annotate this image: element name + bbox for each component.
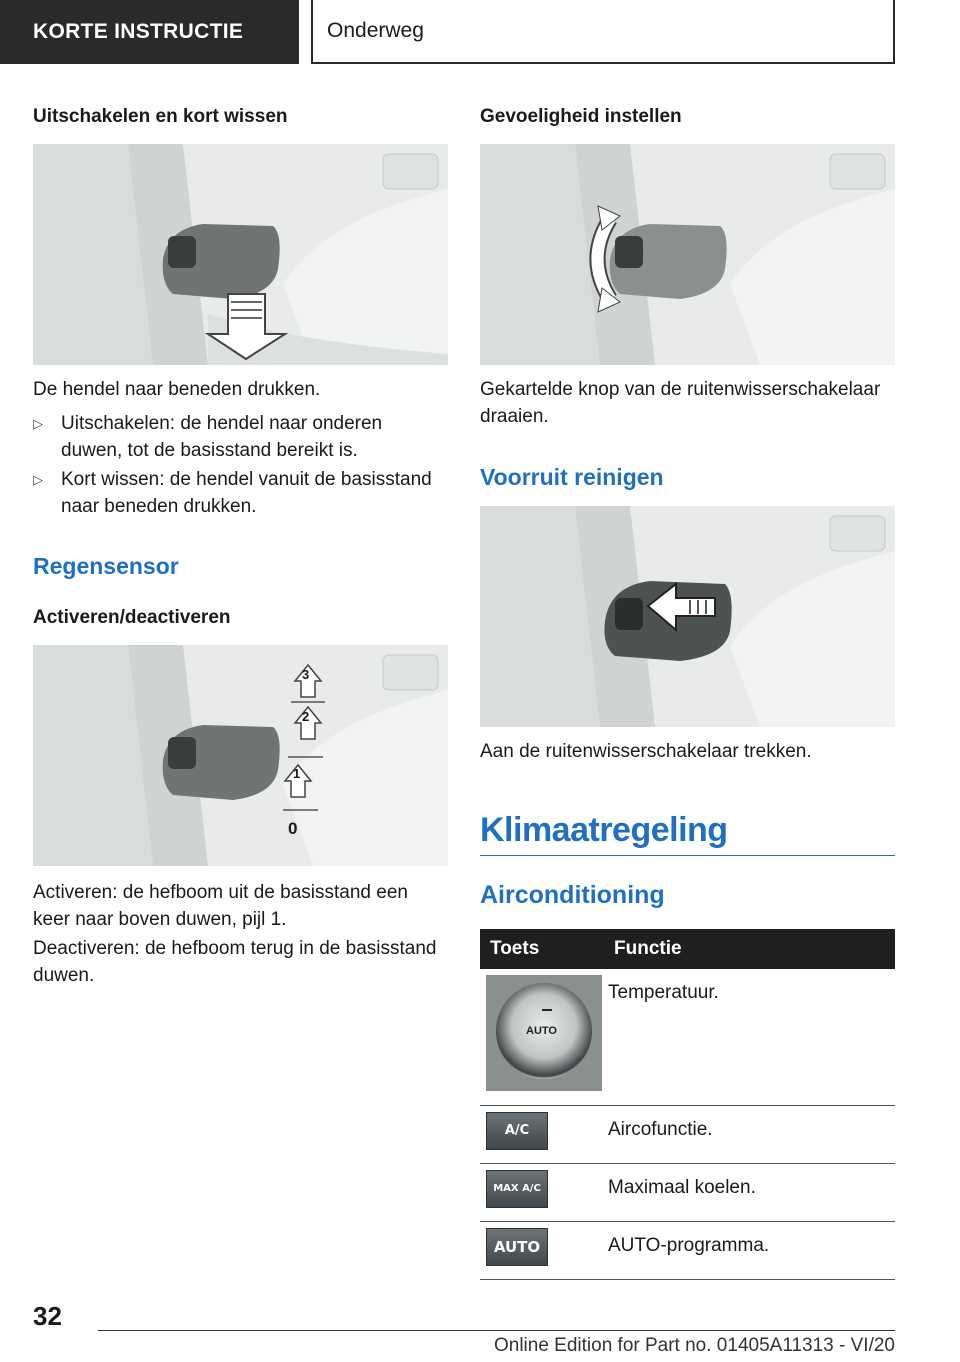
key-cell: [480, 1105, 604, 1163]
key-cell: [480, 969, 604, 1105]
arrow-label-3: 3: [302, 667, 310, 682]
key-cell: [480, 1163, 604, 1221]
heading-windshield: Voorruit reinigen: [480, 464, 664, 490]
key-cell: [480, 1221, 604, 1279]
function-cell: Temperatuur.: [604, 969, 895, 1105]
column-header-function: Functie: [604, 929, 895, 969]
minus-icon: [542, 1009, 552, 1011]
windshield-text: Aan de ruitenwisserschakelaar trekken.: [480, 741, 812, 762]
table-row: [480, 969, 895, 1105]
arrow-label-1: 1: [293, 766, 301, 781]
section-tab: KORTE INSTRUCTIE: [0, 0, 299, 64]
arrow-label-0: 0: [288, 819, 298, 838]
caption-lever-down: De hendel naar beneden drukken.: [33, 379, 321, 400]
table-row: [480, 1163, 895, 1221]
footer-rule: [98, 1330, 895, 1331]
arrow-label-2: 2: [302, 709, 310, 724]
activate-text: Activeren: de hefboom uit de basisstand een keer naar boven duwen, pijl 1.: [33, 882, 408, 930]
triangle-bullet-icon: ▷: [33, 472, 43, 487]
ac-button-image: A/C: [486, 1112, 548, 1150]
heading-climate: Klimaatregeling: [480, 811, 728, 849]
sensitivity-text: Gekartelde knop van de ruitenwisserschakelaar draaien.: [480, 379, 881, 427]
function-cell: Maximaal koelen.: [604, 1163, 895, 1221]
function-cell: AUTO-programma.: [604, 1221, 895, 1279]
column-header-key: Toets: [480, 929, 604, 969]
list-item: [33, 466, 448, 522]
bullet-text: Kort wissen: de hendel vanuit de basisstand naar beneden drukken.: [61, 469, 432, 517]
deactivate-text: Deactiveren: de hefboom terug in de basisstand duwen.: [33, 938, 437, 986]
auto-button-image: AUTO: [486, 1228, 548, 1266]
page-number: 32: [33, 1301, 62, 1331]
wiper-lever-down-image: [33, 144, 448, 365]
auto-label: AUTO: [526, 1025, 557, 1037]
wiper-lever-positions-image: [33, 645, 448, 866]
climate-keys-table: [480, 929, 895, 1280]
table-row: [480, 1105, 895, 1163]
triangle-bullet-icon: ▷: [33, 416, 43, 431]
function-cell: Aircofunctie.: [604, 1105, 895, 1163]
max-ac-button-image: MAX A/C: [486, 1170, 548, 1208]
heading-rule: [480, 855, 895, 856]
heading-rain-sensor: Regensensor: [33, 553, 179, 579]
temperature-dial-image: [486, 975, 602, 1091]
heading-sensitivity: Gevoeligheid instellen: [480, 106, 682, 127]
bullet-text: Uitschakelen: de hendel naar onderen duwen, tot de basisstand bereikt is.: [61, 413, 383, 461]
wiper-knob-rotate-image: [480, 144, 895, 365]
heading-switch-off: Uitschakelen en kort wissen: [33, 106, 288, 127]
table-row: [480, 1221, 895, 1279]
footer-edition: Online Edition for Part no. 01405A11313 - VI/20: [493, 1335, 895, 1356]
list-item: [33, 410, 448, 466]
subsection-title: Onderweg: [311, 0, 895, 64]
heading-activate: Activeren/deactiveren: [33, 607, 231, 628]
wiper-lever-pull-image: [480, 506, 895, 727]
heading-airconditioning: Airconditioning: [480, 881, 665, 909]
